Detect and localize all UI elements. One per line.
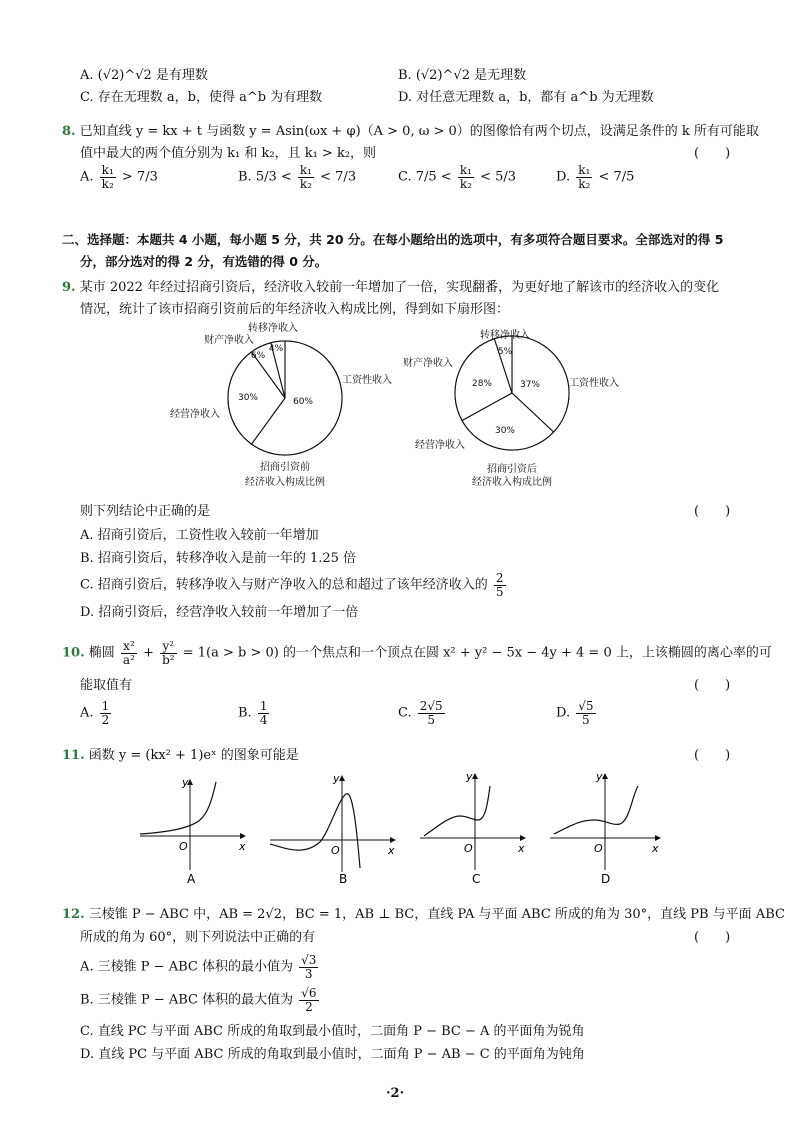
q8-text-line2: 值中最大的两个值分别为 k₁ 和 k₂，且 k₁ > k₂，则 — [80, 146, 377, 161]
q9-c-text: C. 招商引资后，转移净收入与财产净收入的总和超过了该年经济收入的 — [80, 577, 488, 593]
pie-1-value-label-2: 28% — [471, 379, 493, 389]
q10-option-b — [238, 700, 271, 726]
graph-c-y-label: y — [466, 770, 473, 783]
graph-a-label: A — [187, 872, 196, 886]
root5-over-5-fraction: $\frac{√5}{5}$ — [578, 699, 594, 727]
graph-a-origin: O — [179, 840, 188, 853]
q12-b-text: B. 三棱锥 P − ABC 体积的最大值为 — [80, 992, 294, 1008]
q9-text-line1: 某市 2022 年经过招商引资后，经济收入较前一年增加了一倍，实现翻番，为更好地了解该市的经济收入的变化 — [79, 280, 720, 295]
two-root5-over-5-fraction: $\frac{2√5}{5}$ — [419, 699, 443, 727]
pie-1-category-label-3: 转移净收入 — [480, 330, 530, 341]
pie-0-value-label-2: 6% — [250, 351, 266, 361]
pie-1-value-label-1: 30% — [494, 426, 516, 436]
pie-0-caption-1: 经济收入构成比例 — [245, 477, 325, 488]
q9-text-line2: 情况，统计了该市招商引资前后的年经济收入构成比例，得到如下扇形图： — [80, 302, 510, 317]
graph-b-y-label: y — [333, 772, 340, 785]
q10-a-label: A. — [80, 705, 94, 721]
k1-over-k2-fraction: $\frac{\text{k₁}}{\text{k₂}}$ — [299, 163, 312, 191]
section2-heading-line2: 分，部分选对的得 2 分，有选错的得 0 分。 — [80, 254, 328, 269]
pie-0-category-label-1: 经营净收入 — [170, 409, 220, 420]
q9-option-b: B. 招商引资后，转移净收入是前一年的 1.25 倍 — [80, 551, 357, 566]
graph-d — [550, 770, 660, 886]
q8-number: 8. — [62, 124, 76, 139]
graph-d-label: D — [601, 872, 611, 886]
graph-b-origin: O — [331, 844, 340, 857]
pie-0-value-label-3: 4% — [268, 344, 284, 354]
q12-a-text: A. 三棱锥 P − ABC 体积的最小值为 — [80, 959, 293, 975]
k1-over-k2-fraction: $\frac{\text{k₁}}{\text{k₂}}$ — [578, 163, 591, 191]
q12-option-b — [80, 987, 321, 1013]
q12-line1 — [62, 903, 785, 922]
graph-a-y-label: y — [182, 776, 189, 789]
root6-over-2-fraction: $\frac{√6}{2}$ — [301, 986, 317, 1014]
q12-answer-paren: ( ) — [694, 930, 731, 945]
graph-a-x-label: x — [239, 840, 246, 853]
pie-1-category-label-1: 经营净收入 — [415, 440, 465, 451]
q12-text-line2: 所成的角为 60°，则下列说法中正确的有 — [80, 930, 316, 945]
graph-d-y-label: y — [596, 770, 603, 783]
pie-0-category-label-0: 工资性收入 — [342, 375, 392, 386]
q10-option-d — [556, 700, 598, 726]
q8-option-b — [238, 164, 356, 190]
k1-over-k2-fraction: $\frac{\text{k₁}}{\text{k₂}}$ — [459, 163, 472, 191]
q8-a-rhs: > 7/3 — [121, 169, 158, 185]
pie-1-value-label-3: 5% — [497, 347, 513, 357]
x2-over-a2-fraction: $\frac{\text{x²}}{\text{a²}}$ — [122, 639, 135, 667]
q8-d-rhs: < 7/5 — [598, 169, 635, 185]
q10-post-text: = 1(a > b > 0) 的一个焦点和一个顶点在圆 x² + y² − 5x − 4y + 4 = 0 上，上该椭圆的离心率的可 — [182, 645, 772, 661]
q8-option-a — [80, 164, 158, 190]
q8-option-d — [556, 164, 634, 190]
q9-option-a: A. 招商引资后，工资性收入较前一年增加 — [80, 528, 319, 543]
q8-line1 — [62, 120, 759, 139]
q8-answer-paren: ( ) — [694, 146, 731, 161]
graph-c — [420, 770, 525, 886]
q8-a-label: A. — [80, 169, 94, 185]
graph-c-origin: O — [464, 842, 473, 855]
q12-option-d: D. 直线 PC 与平面 ABC 所成的角取到最小值时，二面角 P − AB − C 的平面角为钝角 — [80, 1047, 585, 1062]
pie-0-value-label-0: 60% — [292, 397, 314, 407]
graph-c-x-label: x — [518, 842, 525, 855]
pie-0-caption-0: 招商引资前 — [260, 462, 310, 473]
section2-heading-line1: 二、选择题：本题共 4 小题，每小题 5 分，共 20 分。在每小题给出的选项中，有多项符合题目要求。全部选对的得 5 — [62, 232, 724, 247]
q12-text-line1: 三棱锥 P − ABC 中，AB = 2√2，BC = 1，AB ⊥ BC，直线 PA 与平面 ABC 所成的角为 30°，直线 PB 与平面 ABC — [88, 907, 785, 922]
q11-number: 11. — [62, 748, 85, 763]
graph-a — [140, 776, 246, 886]
pie-0-category-label-3: 转移净收入 — [248, 323, 298, 334]
q8-b-lhs: B. 5/3 < — [238, 169, 292, 185]
q11-graphs-figure — [130, 770, 670, 890]
page-number: ·2· — [386, 1086, 405, 1101]
q10-c-label: C. — [398, 705, 412, 721]
q7-option-b: B. (√2)^√2 是无理数 — [398, 68, 527, 83]
q10-option-c — [398, 700, 447, 726]
q10-line1: 10. 椭圆 $\frac{\text{x²}}{\text{a²}}$ + $\frac{\text{y²}}{\text{b²}}$ = 1(a > b > 0) 的一个焦点和一个顶点在圆 x² + y² − 5x − 4y + 4 = 0 上，上该椭圆的离心率的可 — [62, 639, 772, 667]
pie-0-category-label-2: 财产净收入 — [204, 335, 254, 346]
q7-option-d: D. 对任意无理数 a，b，都有 a^b 为无理数 — [398, 90, 654, 105]
graph-d-origin: O — [594, 842, 603, 855]
pie-1-caption-0: 招商引资后 — [487, 464, 537, 475]
q7-option-a: A. (√2)^√2 是有理数 — [80, 68, 208, 83]
q9-option-d: D. 招商引资后，经营净收入较前一年增加了一倍 — [80, 605, 359, 620]
pie-0-value-label-1: 30% — [237, 393, 259, 403]
q9-option-c — [80, 572, 508, 598]
q8-option-c — [398, 164, 516, 190]
q8-d-label: D. — [556, 169, 571, 185]
q10-answer-paren: ( ) — [694, 678, 731, 693]
q9-stem: 则下列结论中正确的是 — [80, 504, 211, 519]
q10-text-line2: 能取值有 — [80, 678, 133, 693]
q9-number: 9. — [62, 280, 76, 295]
root3-over-3-fraction: $\frac{√3}{3}$ — [301, 953, 317, 981]
q10-b-label: B. — [238, 705, 252, 721]
q10-option-a — [80, 700, 113, 726]
one-half-fraction: $\frac{1}{2}$ — [101, 699, 110, 727]
q12-option-c: C. 直线 PC 与平面 ABC 所成的角取到最小值时，二面角 P − BC − A 的平面角为锐角 — [80, 1024, 585, 1039]
q10-number: 10. — [62, 645, 85, 661]
graph-b-x-label: x — [388, 844, 395, 857]
y2-over-b2-fraction: $\frac{\text{y²}}{\text{b²}}$ — [162, 639, 175, 667]
q8-c-lhs: C. 7/5 < — [398, 169, 452, 185]
pie-charts-figure — [160, 318, 660, 494]
graph-b-label: B — [339, 872, 348, 886]
q11-line — [62, 744, 299, 763]
graph-c-label: C — [472, 872, 481, 886]
one-quarter-fraction: $\frac{1}{4}$ — [259, 699, 268, 727]
k1-over-k2-fraction: $\frac{\text{k₁}}{\text{k₂}}$ — [101, 163, 114, 191]
q7-option-c: C. 存在无理数 a，b，使得 a^b 为有理数 — [80, 90, 323, 105]
q8-b-rhs: < 7/3 — [320, 169, 357, 185]
q9-line1 — [62, 276, 719, 295]
pie-1-category-label-2: 财产净收入 — [403, 358, 453, 369]
q10-d-label: D. — [556, 705, 571, 721]
q8-c-rhs: < 5/3 — [480, 169, 517, 185]
pie-1-category-label-0: 工资性收入 — [569, 378, 619, 389]
q12-option-a — [80, 954, 320, 980]
q8-text-line1: 已知直线 y = kx + t 与函数 y = Asin(ωx + φ)（A > 0, ω > 0）的图像恰有两个切点，设满足条件的 k 所有可能取 — [79, 124, 759, 139]
q10-pre-text: 椭圆 — [88, 645, 115, 661]
q11-answer-paren: ( ) — [694, 748, 731, 763]
q12-number: 12. — [62, 907, 85, 922]
pie-1-caption-1: 经济收入构成比例 — [472, 477, 552, 488]
two-fifths-fraction: $\frac{2}{5}$ — [495, 571, 504, 599]
pie-1-value-label-0: 37% — [519, 380, 541, 390]
q9-answer-paren: ( ) — [694, 504, 731, 519]
graph-d-x-label: x — [652, 842, 659, 855]
q11-text: 函数 y = (kx² + 1)eˣ 的图象可能是 — [88, 748, 299, 763]
graph-b — [270, 772, 395, 886]
